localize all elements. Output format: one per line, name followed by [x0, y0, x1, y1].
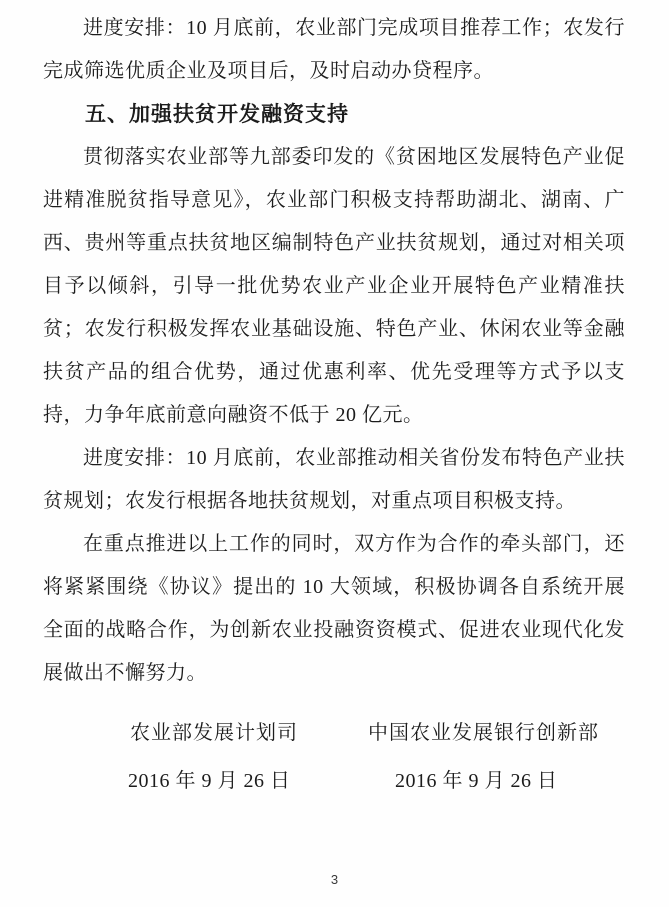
signature-date-right: 2016 年 9 月 26 日	[395, 770, 558, 792]
signature-org-left: 农业部发展计划司	[130, 722, 298, 744]
page-number: 3	[330, 872, 339, 887]
signature-org-right: 中国农业发展银行创新部	[368, 722, 599, 744]
paragraph-schedule-2: 进度安排：10 月底前，农业部推动相关省份发布特色产业扶贫规划；农发行根据各地扶贫规划，对重点项目积极支持。	[43, 447, 625, 512]
section-heading-5: 五、加强扶贫开发融资支持	[85, 103, 349, 126]
paragraph-schedule-1: 进度安排：10 月底前，农业部门完成项目推荐工作；农发行完成筛选优质企业及项目后，及时启动办贷程序。	[43, 17, 625, 82]
signature-date-left: 2016 年 9 月 26 日	[128, 770, 291, 792]
document-body	[43, 7, 625, 695]
paragraph-section5-body: 贯彻落实农业部等九部委印发的《贫困地区发展特色产业促进精准脱贫指导意见》，农业部门积极支持帮助湖北、湖南、广西、贵州等重点扶贫地区编制特色产业扶贫规划，通过对相关项目予以倾斜，引导一批优势农业产业企业开展特色产业精准扶贫；农发行积极发挥农业基础设施、特色产业、休闲农业等金融扶贫产品的组合优势，通过优惠利率、优先受理等方式予以支持，力争年底前意向融资不低于 20 亿元。	[43, 146, 625, 426]
paragraph-closing: 在重点推进以上工作的同时，双方作为合作的牵头部门，还将紧紧围绕《协议》提出的 10 大领域，积极协调各自系统开展全面的战略合作，为创新农业投融资资模式、促进农业现代化发展做出不懈努力。	[43, 533, 625, 684]
